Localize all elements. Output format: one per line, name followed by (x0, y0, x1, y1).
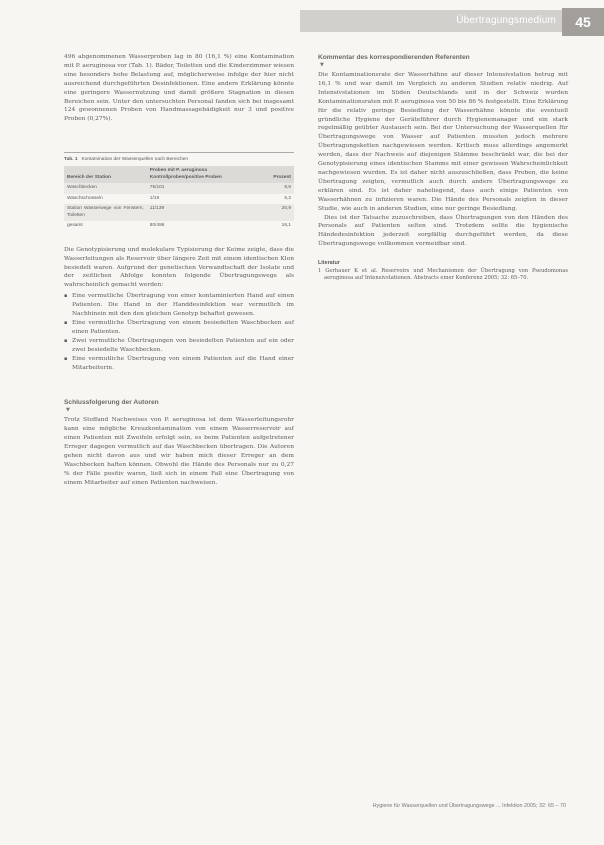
comment-paragraph: Die Kontaminationsrate der Wasserhähne auf dieser Intensivstation betrug mit 16,1 % und war damit im Vergleich zu anderen Studien relativ niedrig. Auf Intensivstationen im Süden Deutschlands und in der Schweiz wurden Kontaminationsraten mit P. aeruginosa von 50 bis 86 % festgestellt. Eine Erklärung für die relativ geringe Besiedlung der Wasserhähne könnte die eventuell gründliche Hygiene der Geräteführer durch Hygienemanager und ein stark regelmäßig geübter Austausch sein. Bei der Untersuchung der Wasserquellen für Übertragungswege von Wasser auf Patienten mussten jedoch mehrere Übertragungsketten nachgewiesen werden. Kritisch muss allerdings angemerkt werden, dass der Nachweis auf diejenigen Stämme beschränkt war, die bei der Genotypisierung eines identischen Stamms mit einer gewissen Wahrscheinlichkeit nachgewiesen wurden. Es ist daher nicht auszuschließen, dass Proben, die keine Übertragung zeigten, vermutlich auch durch andere Übertragungswege zu erklären sind. Es ist daher naheliegend, dass auch einige Patienten von Wasserhähnen zu infizieren waren. Die Hände des Personals zeigten in dieser Studie, wie auch in anderen Studien, eine nur geringe Besiedlung. (318, 72, 568, 212)
left-column (64, 53, 294, 488)
table-row (64, 183, 294, 194)
comment-heading: Kommentar des korrespondierenden Referenten (318, 54, 470, 61)
right-column (318, 53, 568, 283)
triangle-down-icon: ▼ (66, 407, 70, 414)
table-cell: 8,6 (248, 183, 294, 194)
literature-heading: Literatur (318, 260, 340, 267)
table-cell: Waschschüsseln (67, 195, 103, 201)
table-cell: 11/139 (147, 204, 248, 221)
conclusion-paragraph: Trotz Stoffand Nachweises von P. aeruginosa ist dem Wasserleitungsrohr kann eine mögliche Kreuzkontamination von einem Wasserreservoir auf einen Patienten mit Zweifeln erfolgt sein, es beim Patienten aufgetretener Erreger dagegen vermutlich auf das Waschbecken übertragen. Die Autoren gehen nicht davon aus und wir haben mich dieser Erreger an dem Waschbecken haften können. Obwohl die Hände des Personals nur zu 0,27 % der Fälle positiv waren, ließ sich in einem Fall eine Übertragung von einem Mitarbeiter auf einen Patienten nachweisen. (64, 417, 294, 486)
table-caption-label: Tab. 1 (64, 157, 78, 163)
conclusion-heading: Schlussfolgerung der Autoren (64, 399, 159, 407)
list-item: ▪ Eine vermutliche Übertragung von einer kontaminierten Hand auf einen Patienten. Die Hand in der Handdesinfektion war vermutlich im Nachhinein mit den den gleichen Genotyp behaftet gewesen. (64, 292, 294, 319)
transmission-list (64, 292, 294, 372)
middle-paragraph: Die Genotypisierung und molekulare Typisierung der Keime zeigte, dass die Wasserleitungen als Reservoir über längere Zeit mit einem identischen Klon besiedelt waren. Aufgrund der genetischen Verwandtschaft der Isolate und der zeitlichen Abfolge konnten folgende Übertragungswege als wahrscheinlich gemacht werden: (64, 246, 294, 289)
table-cell: 75/101 (147, 183, 248, 194)
table-header-row (64, 166, 294, 183)
literature-entry: 1 Gerhauer K et al. Reservoirs und Mechanismen der Übertragung von Pseudomonas aeruginosa auf Intensivstationen. Abstracts einer Konferenz 2005; 32: 65–70. (318, 268, 568, 282)
table-row (64, 204, 294, 221)
table-cell: Waschbecken (64, 183, 147, 194)
running-header-title: Übertragungsmedium (456, 15, 556, 26)
list-item: ▪ Eine vermutliche Übertragung von einem besiedelten Waschbecken auf einen Patienten. (64, 319, 294, 337)
table-caption (64, 156, 294, 163)
intro-paragraph: 496 abgenommenen Wasserproben lag in 80 (16,1 %) eine Kontamination mit P. aeruginosa vor (Tab. 1). Bäder, Toiletten und die Kinderzimmer wiesen eine besonders hohe Belastung auf, möglicherweise infolge der hier nicht ausreichend durchgeführten Desinfektionen. Eine andere Erklärung könnte eine geringere Wassernutzung und damit größere Stagnation in diesen Bereichen sein. Unter den untersuchten Personal fanden sich bei insgesamt 124 gewonnenen Proben von Handmassagebädigkeit nur 3 und positive Proben (0,27%). (64, 54, 294, 123)
list-item: ▪ Zwei vermutliche Übertragungen von besiedelten Patienten auf ein oder zwei besiedelte Waschbecken. (64, 337, 294, 355)
table-cell: 16,1 (281, 223, 291, 229)
table-cell: 1/19 (149, 195, 160, 201)
table-cell: 5,2 (284, 195, 291, 201)
table-header-cell: Prozent (248, 166, 294, 183)
results-table-block (64, 152, 294, 232)
table-cell: 20,9 (248, 204, 294, 221)
table-header-cell: Proben mit P. aeruginosa Kontrollproben/positive Proben (147, 166, 248, 183)
list-item: ▪ Eine vermutliche Übertragung von einem Patienten auf die Hand einer Mitarbeiterin. (64, 355, 294, 373)
table-cell: gesamt (67, 223, 83, 229)
triangle-down-icon: ▼ (320, 62, 324, 68)
table-cell: 80/496 (149, 223, 165, 229)
table-cell: Station Wasserwege von Fenstern, Toiletten (64, 204, 147, 221)
table-caption-text: Kontamination der Wasserquellen nach Bereichen (81, 157, 188, 163)
page-number-badge: 45 (562, 8, 604, 36)
table-row (64, 221, 294, 232)
comment-paragraph: Dies ist der Tatsache zuzuschreiben, dass Übertragungen von den Händen des Personals auf Patienten selten sind. Trotzdem sollte die hygienische Händedesinfektion jederzeit sorgfältig durchgeführt werden, da diese Übertragungswege vollkommen vermeidbar sind. (318, 214, 568, 248)
table-top-rule (64, 152, 294, 153)
table-header-cell: Bereich der Station (64, 166, 147, 183)
table-row (64, 194, 294, 205)
results-table (64, 166, 294, 232)
page-footer: Hygiene für Wasserquellen und Übertragungswege ... Infektion 2005; 32: 65 – 70 (372, 803, 566, 809)
